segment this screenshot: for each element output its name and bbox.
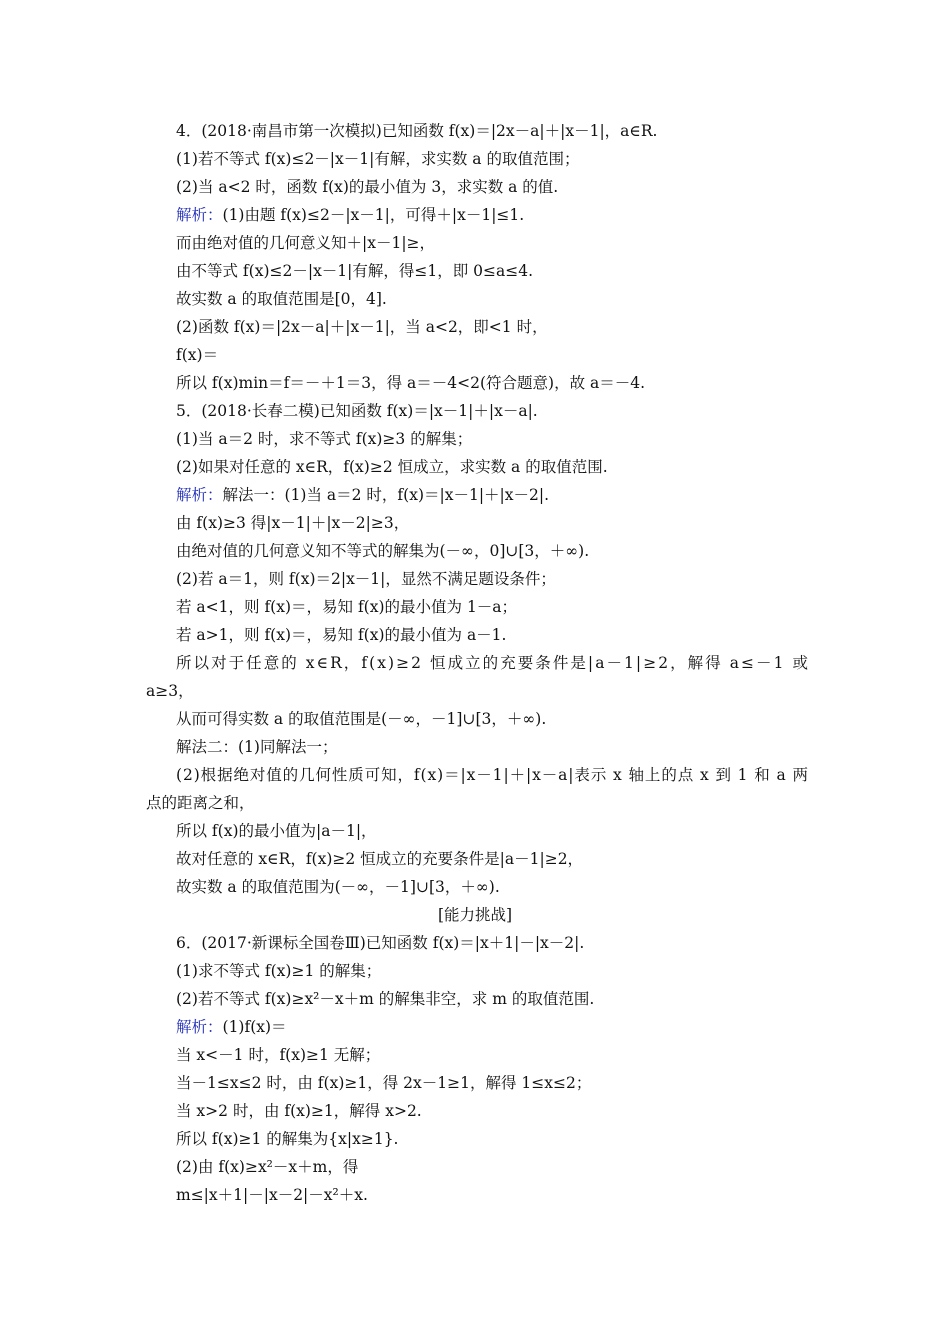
problem-4-solution-line: 解析：(1)由题 f(x)≤2－|x－1|，可得＋|x－1|≤1. <box>176 206 525 224</box>
problem-6-solution-line: 解析：(1)f(x)＝ <box>176 1018 287 1036</box>
solution-line: (2)根据绝对值的几何性质可知，f(x)＝|x－1|＋|x－a|表示 x 轴上的点 x 到 1 和 a 两 <box>176 766 809 784</box>
solution-line: 由绝对值的几何意义知不等式的解集为(－∞，0]∪[3，＋∞). <box>176 542 590 560</box>
problem-6-part-1: (1)求不等式 f(x)≥1 的解集； <box>176 962 382 980</box>
problem-6-part-2: (2)若不等式 f(x)≥x²－x＋m 的解集非空，求 m 的取值范围. <box>176 990 595 1008</box>
solution-line: m≤|x＋1|－|x－2|－x²＋x. <box>176 1186 368 1204</box>
solution-line: 所以 f(x)min＝f＝－＋1＝3，得 a＝－4<2(符合题意)，故 a＝－4. <box>176 374 646 392</box>
problem-4-part-1: (1)若不等式 f(x)≤2－|x－1|有解，求实数 a 的取值范围； <box>176 150 580 168</box>
solution-line: 所以对于任意的 x∈R，f(x)≥2 恒成立的充要条件是|a－1|≥2，解得 a≤－1 或 <box>176 654 811 672</box>
solution-line: (2)由 f(x)≥x²－x＋m，得 <box>176 1158 359 1176</box>
solution-line: 当－1≤x≤2 时，由 f(x)≥1，得 2x－1≥1，解得 1≤x≤2； <box>176 1074 592 1092</box>
section-heading: [能力挑战] <box>437 906 513 924</box>
solution-line: a≥3， <box>146 682 194 700</box>
solution-label: 解析： <box>176 486 223 504</box>
solution-line: 故对任意的 x∈R，f(x)≥2 恒成立的充要条件是|a－1|≥2， <box>176 850 584 868</box>
problem-4-part-2: (2)当 a<2 时，函数 f(x)的最小值为 3，求实数 a 的值. <box>176 178 559 196</box>
solution-label: 解析： <box>176 1018 223 1036</box>
problem-5-statement: 5．(2018·长春二模)已知函数 f(x)＝|x－1|＋|x－a|. <box>176 402 538 420</box>
solution-label: 解析： <box>176 206 223 224</box>
solution-line: f(x)＝ <box>176 346 219 364</box>
solution-line: (2)函数 f(x)＝|2x－a|＋|x－1|，当 a<2，即<1 时， <box>176 318 548 336</box>
solution-line: 而由绝对值的几何意义知＋|x－1|≥， <box>176 234 436 252</box>
solution-line: 所以 f(x)的最小值为|a－1|， <box>176 822 377 840</box>
solution-line: 从而可得实数 a 的取值范围是(－∞，－1]∪[3，＋∞). <box>176 710 547 728</box>
problem-6-statement: 6．(2017·新课标全国卷Ⅲ)已知函数 f(x)＝|x＋1|－|x－2|. <box>176 934 585 952</box>
solution-line: 若 a>1，则 f(x)＝，易知 f(x)的最小值为 a－1. <box>176 626 507 644</box>
solution-line: (2)若 a＝1，则 f(x)＝2|x－1|，显然不满足题设条件； <box>176 570 556 588</box>
solution-line: 当 x>2 时，由 f(x)≥1，解得 x>2. <box>176 1102 422 1120</box>
solution-line: 故实数 a 的取值范围是[0，4]. <box>176 290 387 308</box>
problem-5-solution-line: 解析：解法一：(1)当 a＝2 时，f(x)＝|x－1|＋|x－2|. <box>176 486 550 504</box>
problem-4-statement: 4．(2018·南昌市第一次模拟)已知函数 f(x)＝|2x－a|＋|x－1|，a∈R. <box>176 122 658 140</box>
solution-line: 若 a<1，则 f(x)＝，易知 f(x)的最小值为 1－a； <box>176 598 518 616</box>
solution-line: 所以 f(x)≥1 的解集为{x|x≥1}. <box>176 1130 399 1148</box>
solution-line: 当 x<－1 时，f(x)≥1 无解； <box>176 1046 381 1064</box>
solution-line: 点的距离之和， <box>146 794 255 812</box>
solution-line: 由不等式 f(x)≤2－|x－1|有解，得≤1，即 0≤a≤4. <box>176 262 534 280</box>
problem-5-part-1: (1)当 a＝2 时，求不等式 f(x)≥3 的解集； <box>176 430 473 448</box>
solution-line: 故实数 a 的取值范围为(－∞，－1]∪[3，＋∞). <box>176 878 500 896</box>
problem-5-part-2: (2)如果对任意的 x∈R，f(x)≥2 恒成立，求实数 a 的取值范围. <box>176 458 608 476</box>
solution-line: 解法二：(1)同解法一； <box>176 738 338 756</box>
solution-line: 由 f(x)≥3 得|x－1|＋|x－2|≥3， <box>176 514 410 532</box>
